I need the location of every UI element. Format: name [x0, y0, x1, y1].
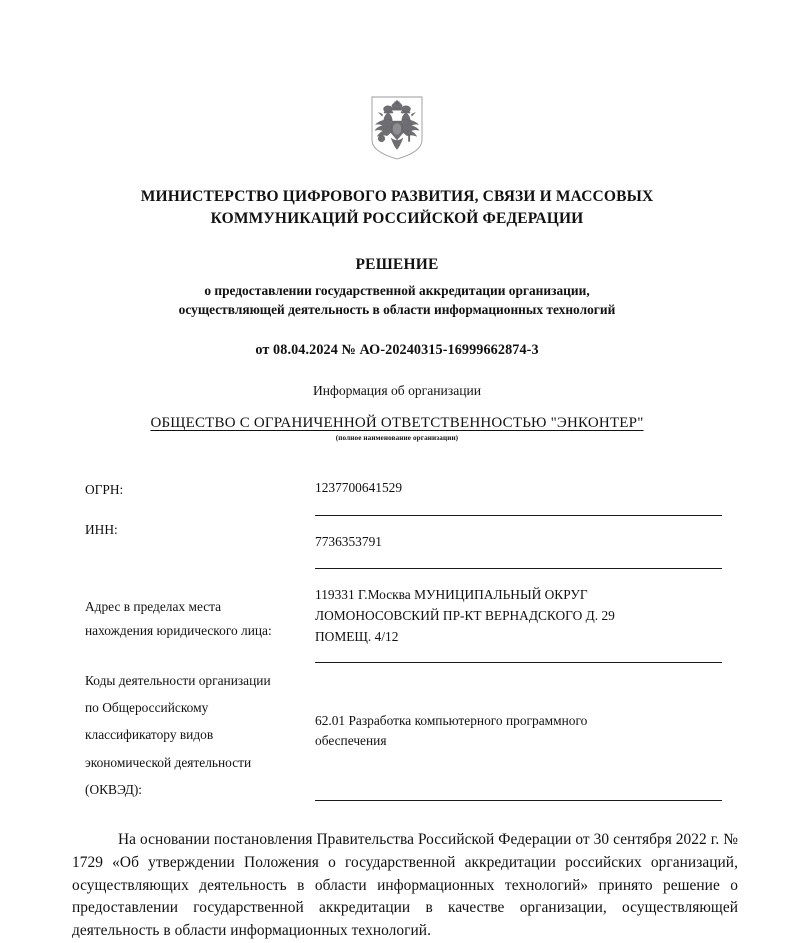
address-value-line-2: ЛОМОНОСОВСКИЙ ПР-КТ ВЕРНАДСКОГО Д. 29 [315, 608, 615, 624]
okved-label-line-1: Коды деятельности организации [85, 672, 271, 688]
decision-body-paragraph: На основании постановления Правительства Российской Федерации от 30 сентября 2022 г. № 1729 «Об утверждении Положения о государственной аккредитации российских организаций, осуществляющих деятельность в области информационных технологий» принято решение о предоставлении государственной аккредитации в качестве организации, осуществляющей деятельность в области информационных технологий. [72, 831, 738, 939]
organization-section-heading: Информация об организации [312, 382, 482, 398]
ogrn-label: ОГРН: [85, 481, 124, 497]
okved-value [315, 709, 722, 802]
organization-details-table [0, 476, 794, 804]
ministry-name-line-1: МИНИСТЕРСТВО ЦИФРОВОГО РАЗВИТИЯ, СВЯЗИ И МАССОВЫХ [140, 188, 654, 205]
address-value [315, 583, 722, 662]
emblem-container [0, 0, 794, 160]
field-row-address [85, 569, 722, 662]
address-value-line-1: 119331 Г.Москва МУНИЦИПАЛЬНЫЙ ОКРУГ [315, 587, 588, 603]
okved-value-line-1: 62.01 Разработка компьютерного программного [315, 712, 588, 728]
inn-label: ИНН: [85, 521, 118, 537]
ogrn-value: 1237700641529 [315, 476, 722, 516]
field-row-inn [85, 516, 722, 570]
organization-full-name [0, 415, 794, 432]
address-value-line-3: ПОМЕЩ. 4/12 [315, 628, 399, 644]
document-subtitle-line-1: о предоставлении государственной аккредитации организации, [204, 283, 590, 298]
ministry-name-line-2: КОММУНИКАЦИЙ РОССИЙСКОЙ ФЕДЕРАЦИИ [210, 210, 584, 227]
organization-full-name-text: ОБЩЕСТВО С ОГРАНИЧЕННОЙ ОТВЕТСТВЕННОСТЬЮ "ЭНКОНТЕР" [150, 414, 644, 431]
russian-coat-of-arms-icon [369, 96, 425, 160]
okved-label [85, 663, 315, 804]
ministry-name [97, 186, 697, 230]
address-label-line-1: Адрес в пределах места [85, 599, 222, 615]
field-row-okved [85, 663, 722, 804]
document-type-title: РЕШЕНИЕ [355, 256, 439, 273]
document-subtitle [92, 281, 702, 320]
address-label [85, 569, 315, 643]
document-subtitle-line-2: осуществляющей деятельность в области информационных технологий [178, 302, 616, 318]
okved-label-line-5: (ОКВЭД): [85, 782, 143, 798]
document-date-and-number: от 08.04.2024 № АО-20240315-16999662874-3 [255, 341, 539, 358]
okved-label-line-2: по Общероссийскому [85, 700, 209, 716]
okved-value-line-2: обеспечения [315, 733, 387, 749]
address-label-line-2: нахождения юридического лица: [85, 623, 272, 639]
field-row-ogrn [85, 476, 722, 516]
organization-name-caption: (полное наименование организации) [335, 433, 459, 442]
inn-value: 7736353791 [315, 530, 722, 570]
okved-label-line-3: классификатору видов [85, 727, 214, 743]
okved-label-line-4: экономической деятельности [85, 754, 252, 770]
